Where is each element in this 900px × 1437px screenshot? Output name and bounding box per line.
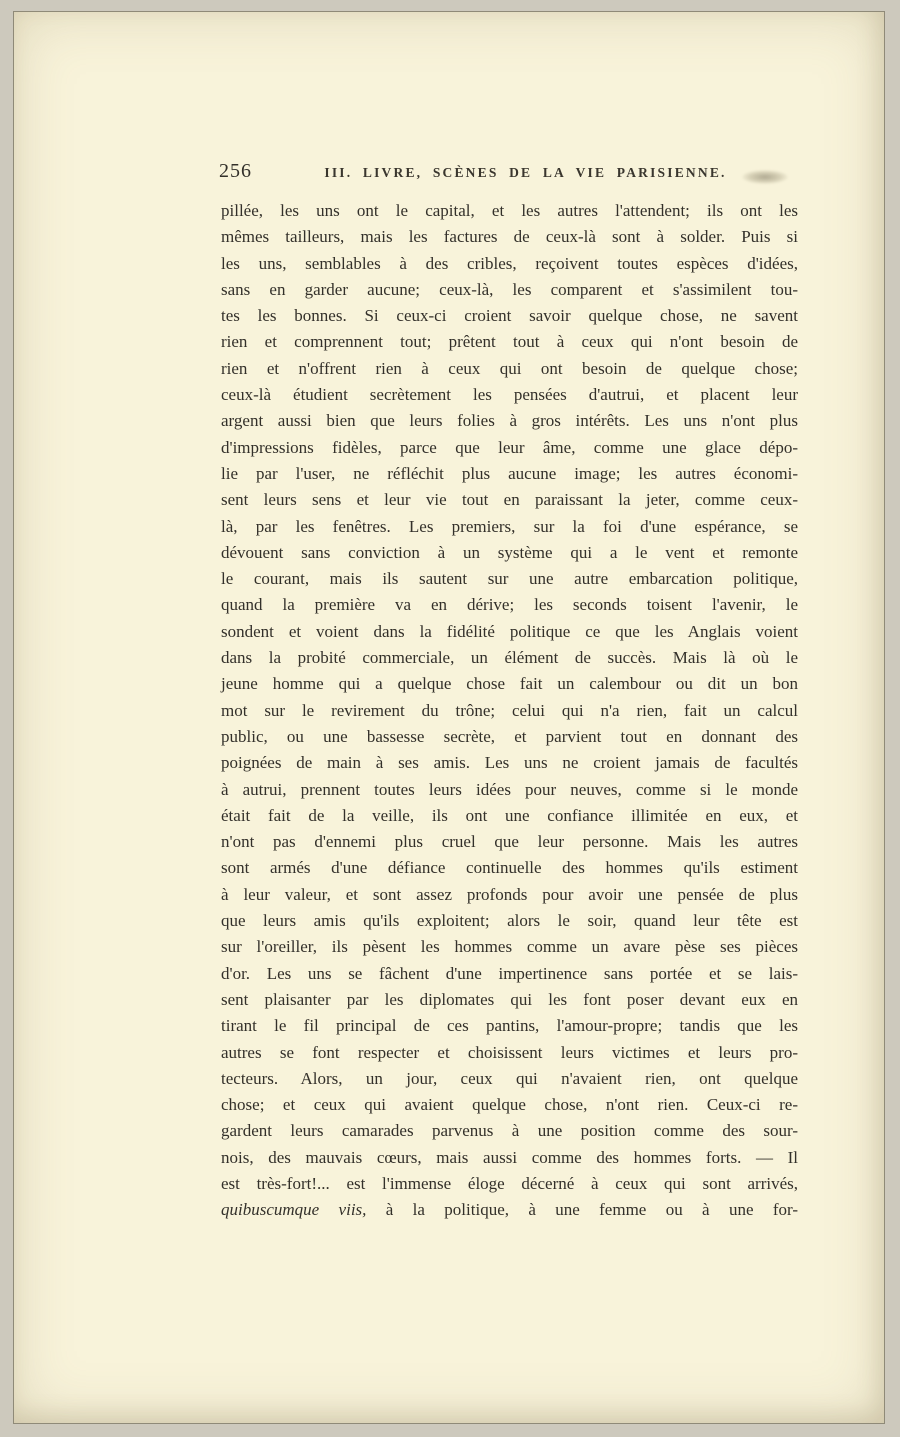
text-line: sondent et voient dans la fidélité politique ce que les Anglais voient <box>221 621 798 641</box>
book-page <box>13 11 885 1424</box>
text-line: d'impressions fidèles, parce que leur âme, comme une glace dépo- <box>221 437 798 457</box>
text-line: tes les bonnes. Si ceux-ci croient savoir quelque chose, ne savent <box>221 306 798 326</box>
text-line: quand la première va en dérive; les seconds toisent l'avenir, le <box>221 595 798 615</box>
text-line: était fait de la veille, ils ont une confiance illimitée en eux, et <box>221 805 798 825</box>
text-line: tecteurs. Alors, un jour, ceux qui n'avaient rien, ont quelque <box>221 1068 798 1088</box>
ink-smudge <box>742 170 788 184</box>
text-line: n'ont pas d'ennemi plus cruel que leur personne. Mais les autres <box>221 832 798 852</box>
text-line: chose; et ceux qui avaient quelque chose, n'ont rien. Ceux-ci re- <box>221 1095 798 1115</box>
body-text <box>221 198 798 1224</box>
text-line: tirant le fil principal de ces pantins, l'amour-propre; tandis que les <box>221 1016 798 1036</box>
text-line: public, ou une bassesse secrète, et parvient tout en donnant des <box>221 726 798 746</box>
text-line: mot sur le revirement du trône; celui qui n'a rien, fait un calcul <box>221 700 798 720</box>
text-line: poignées de main à ses amis. Les uns ne croient jamais de facultés <box>221 753 798 773</box>
text-line: rien et comprennent tout; prêtent tout à ceux qui n'ont besoin de <box>221 332 798 352</box>
text-line: à leur valeur, et sont assez profonds pour avoir une pensée de plus <box>221 884 798 904</box>
text-line: mêmes tailleurs, mais les factures de ceux-là sont à solder. Puis si <box>221 227 798 247</box>
page-header <box>219 160 799 183</box>
latin-phrase-italic: quibuscumque viis, <box>221 1200 367 1220</box>
text-line: là, par les fenêtres. Les premiers, sur la foi d'une espérance, se <box>221 516 798 536</box>
text-line: sont armés d'une défiance continuelle des hommes qu'ils estiment <box>221 858 798 878</box>
text-line: nois, des mauvais cœurs, mais aussi comme des hommes forts. — Il <box>221 1147 798 1167</box>
text-line <box>221 1197 798 1223</box>
text-line: gardent leurs camarades parvenus à une position comme des sour- <box>221 1121 798 1141</box>
text-line: le courant, mais ils sautent sur une autre embarcation politique, <box>221 569 798 589</box>
text-line: autres se font respecter et choisissent leurs victimes et leurs pro- <box>221 1042 798 1062</box>
text-line: dans la probité commerciale, un élément de succès. Mais là où le <box>221 648 798 668</box>
page-number: 256 <box>219 160 252 182</box>
text-line: d'or. Les uns se fâchent d'une impertinence sans portée et se lais- <box>221 963 798 983</box>
text-segment: à la politique, à une femme ou à une for- <box>366 1200 798 1220</box>
text-line: ceux-là étudient secrètement les pensées d'autrui, et placent leur <box>221 385 798 405</box>
text-line: que leurs amis qu'ils exploitent; alors le soir, quand leur tête est <box>221 911 798 931</box>
text-line: lie par l'user, ne réfléchit plus aucune image; les autres économi- <box>221 463 798 483</box>
text-line: argent aussi bien que leurs folies à gros intérêts. Les uns n'ont plus <box>221 411 798 431</box>
text-line: les uns, semblables à des cribles, reçoivent toutes espèces d'idées, <box>221 253 798 273</box>
text-line: sans en garder aucune; ceux-là, les comparent et s'assimilent tou- <box>221 279 798 299</box>
text-line: pillée, les uns ont le capital, et les autres l'attendent; ils ont les <box>221 201 798 220</box>
text-line: dévouent sans conviction à un système qui a le vent et remonte <box>221 542 798 562</box>
text-line: sent leurs sens et leur vie tout en paraissant la jeter, comme ceux- <box>221 490 798 510</box>
text-line: est très-fort!... est l'immense éloge décerné à ceux qui sont arrivés, <box>221 1173 798 1193</box>
text-line: sent plaisanter par les diplomates qui les font poser devant eux en <box>221 989 798 1009</box>
text-line: jeune homme qui a quelque chose fait un calembour ou dit un bon <box>221 674 798 694</box>
text-line: rien et n'offrent rien à ceux qui ont besoin de quelque chose; <box>221 358 798 378</box>
running-header-title: III. LIVRE, SCÈNES DE LA VIE PARISIENNE. <box>324 165 727 180</box>
text-line: sur l'oreiller, ils pèsent les hommes comme un avare pèse ses pièces <box>221 937 798 957</box>
text-line: à autrui, prennent toutes leurs idées pour neuves, comme si le monde <box>221 779 798 799</box>
